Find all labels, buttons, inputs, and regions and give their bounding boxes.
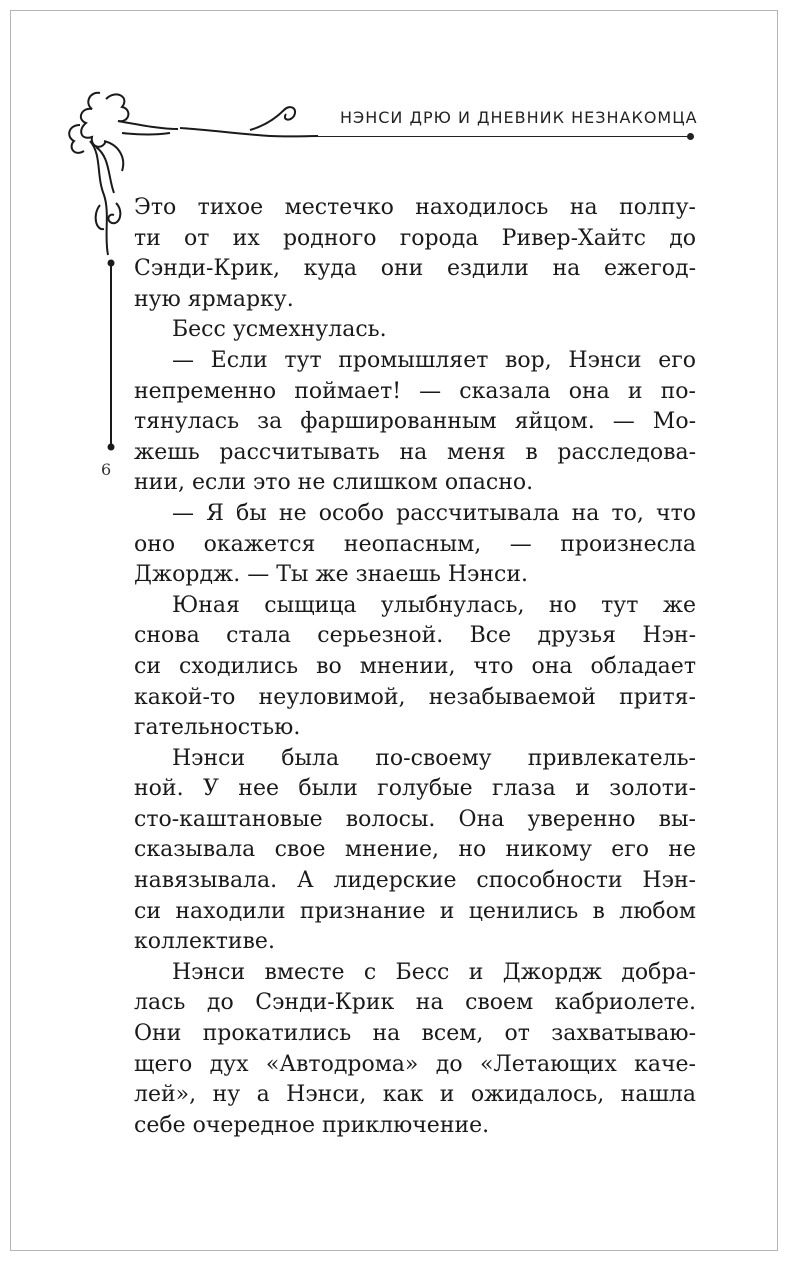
body-line: Они прокатились на всем, от захватываю- [134,1021,696,1047]
body-line: непременно поймает! — сказала она и по- [134,378,696,404]
body-line: ную ярмарку. [134,286,294,312]
body-line: какой-то неуловимой, незабываемой притя- [134,684,696,710]
body-line: жешь рассчитывать на меня в расследова- [134,439,696,465]
body-line: ной. У нее были голубые глаза и золоти- [134,776,696,802]
body-line: нии, если это не слишком опасно. [134,470,534,496]
body-line: сто-каштановые волосы. Она уверенно вы- [134,806,696,832]
body-line: — Я бы не особо рассчитывала на то, что [172,500,696,526]
body-line: коллективе. [134,929,275,955]
body-line: си находили признание и ценились в любом [134,898,696,924]
body-line: щего дух «Автодрома» до «Летающих каче- [134,1051,696,1077]
running-header-title: НЭНСИ ДРЮ И ДНЕВНИК НЕЗНАКОМЦА [340,108,698,127]
body-line: Джордж. — Ты же знаешь Нэнси. [134,562,529,588]
body-line: — Если тут промышляет вор, Нэнси его [172,347,696,373]
body-line: себе очередное приключение. [134,1112,490,1138]
header-rule [318,136,690,137]
body-line: Юная сыщица улыбнулась, но тут же [172,592,696,618]
body-line: сказывала свое мнение, но никому его не [134,837,696,863]
header-rule-end-dot [687,133,694,140]
header-swash-icon [180,100,320,145]
body-line: Это тихое местечко находилось на полпу- [134,195,696,220]
body-line: ти от их родного города Ривер-Хайтс до [134,225,696,251]
body-line: снова стала серьезной. Все друзья Нэн- [134,623,696,649]
body-line: гательностью. [134,715,301,741]
body-line: Бесс усмехнулась. [172,317,387,343]
body-line: оно окажется неопасным, — произнесла [134,531,696,557]
body-line: Сэнди-Крик, куда они ездили на ежегод- [134,256,696,282]
body-line: лей», ну а Нэнси, как и ожидалось, нашла [134,1082,696,1108]
body-text [134,193,696,1141]
body-line: Нэнси была по-своему привлекатель- [172,745,696,771]
page-number: 6 [101,460,112,479]
body-line: тянулась за фаршированным яйцом. — Мо- [134,409,696,435]
body-line: навязывала. А лидерские способности Нэн- [134,868,696,894]
body-line: Нэнси вместе с Бесс и Джордж добра- [172,959,696,985]
body-line: си сходились во мнении, что она обладает [134,653,696,679]
body-line: лась до Сэнди-Крик на своем кабриолете. [134,990,696,1016]
